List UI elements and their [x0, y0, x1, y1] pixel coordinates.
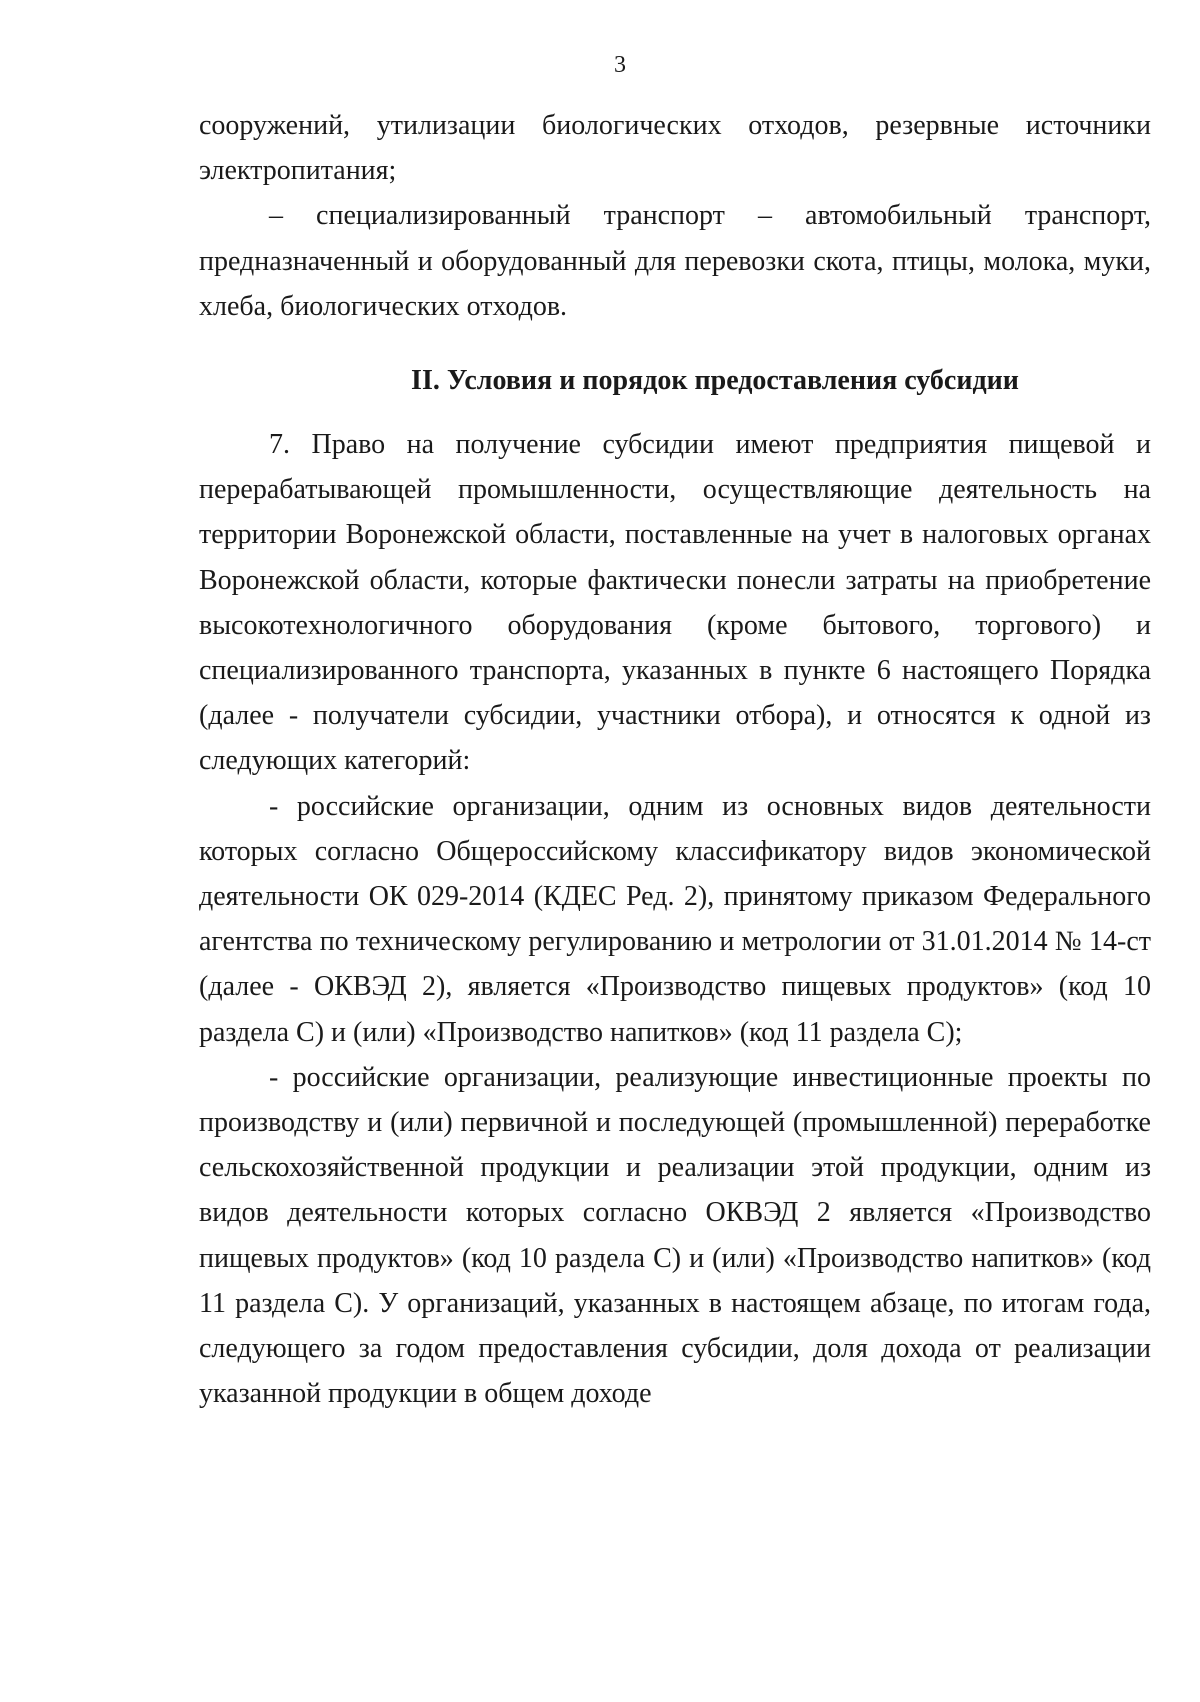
page-number: 3 [614, 52, 626, 78]
top-paragraphs [199, 103, 1151, 329]
document-body [199, 103, 1151, 1416]
paragraph-continuation: сооружений, утилизации биологических отходов, резервные источники электропитания; [199, 110, 1151, 187]
bottom-paragraphs [199, 422, 1151, 1416]
paragraph-category-2: - российские организации, реализующие инвестиционные проекты по производству и (или) первичной и последующей (промышленной) переработке сельскохозяйственной продукции и реализации этой продукции, одним из видов деятельности которых согласно ОКВЭД 2 является «Производство пищевых продуктов» (код 10 раздела С) и (или) «Производство напитков» (код 11 раздела С). У организаций, указанных в настоящем абзаце, по итогам года, следующего за годом предоставления субсидии, доля дохода от реализации указанной продукции в общем доходе [199, 1061, 1151, 1410]
section-heading: II. Условия и порядок предоставления субсидии [411, 365, 1019, 397]
paragraph-special-transport: – специализированный транспорт – автомобильный транспорт, предназначенный и оборудованный для перевозки скота, птицы, молока, муки, хлеба, биологических отходов. [199, 200, 1151, 322]
paragraph-category-1: - российские организации, одним из основных видов деятельности которых согласно Общероссийскому классификатору видов экономической деятельности ОК 029-2014 (КДЕС Ред. 2), принятому приказом Федерального агентства по техническому регулированию и метрологии от 31.01.2014 № 14-ст (далее - ОКВЭД 2), является «Производство пищевых продуктов» (код 10 раздела С) и (или) «Производство напитков» (код 11 раздела С); [199, 790, 1151, 1048]
paragraph-7: 7. Право на получение субсидии имеют предприятия пищевой и перерабатывающей промышленности, осуществляющие деятельность на территории Воронежской области, поставленные на учет в налоговых органах Воронежской области, которые фактически понесли затраты на приобретение высокотехнологичного оборудования (кроме бытового, торгового) и специализированного транспорта, указанных в пункте 6 настоящего Порядка (далее - получатели субсидии, участники отбора), и относятся к одной из следующих категорий: [199, 429, 1151, 777]
